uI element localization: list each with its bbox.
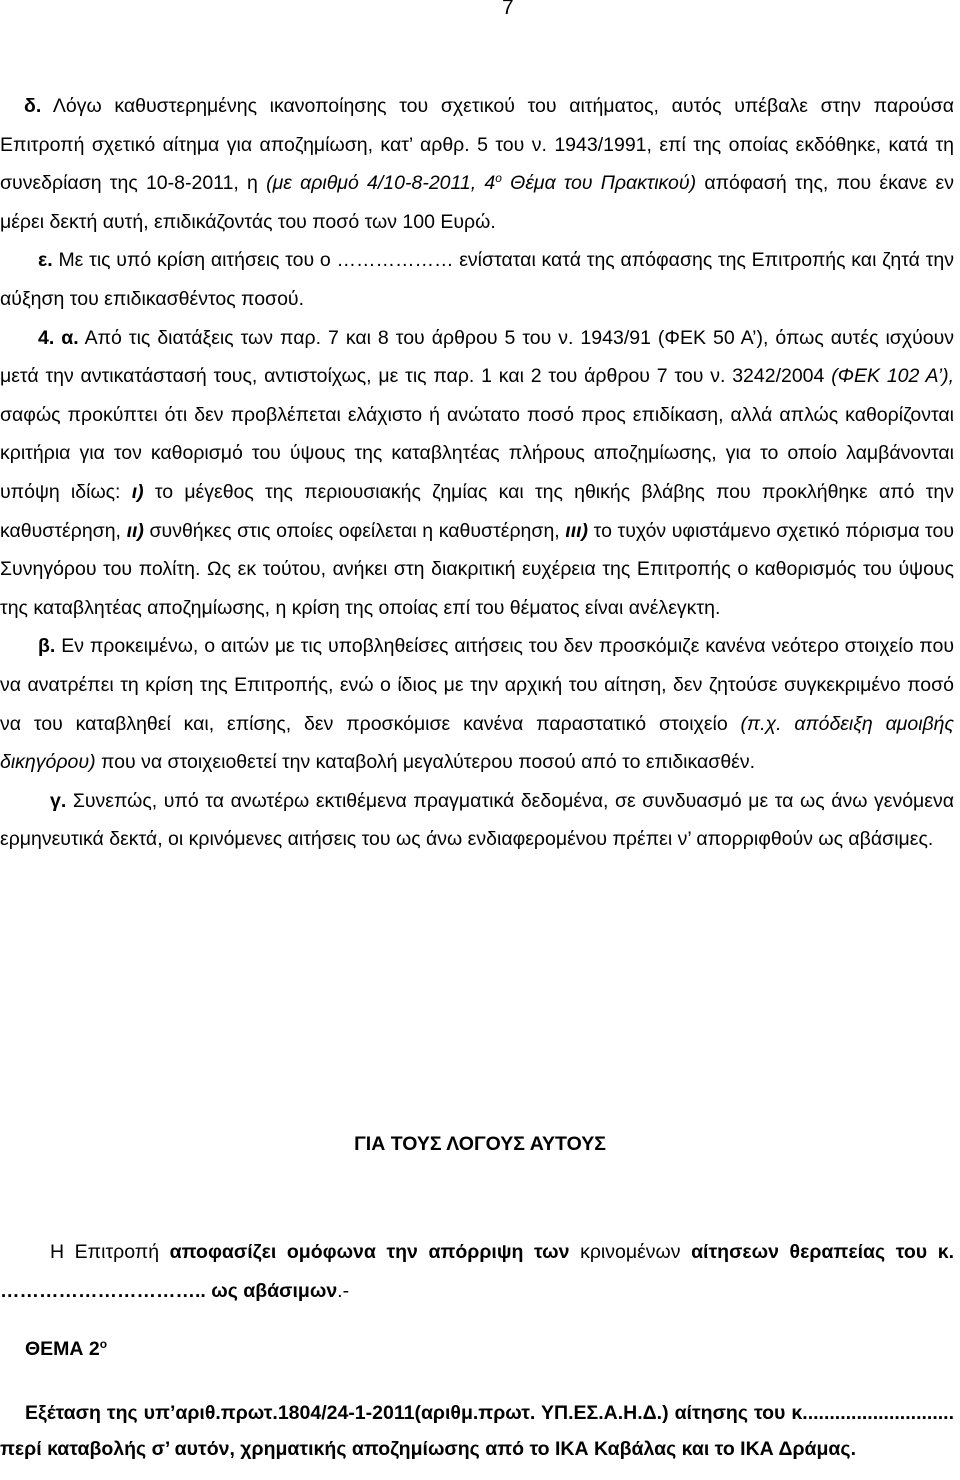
paragraph-text: το τυχόν υφιστάμενο σχετικό πόρισμα του Συνηγόρου του πολίτη. Ως εκ τούτου, ανήκει στη διακριτική ευχέρεια της Επιτροπής ο καθορισμός του ύψους της καταβλητέας αποζημίωσης, η κρίση της οποίας επί του θέματος είναι ανέλεγκτη. <box>0 519 954 619</box>
paragraph-text-end: απόφασή της, που έκανε εν μέρει δεκτή αυτή, επιδικάζοντάς του ποσό των 100 Ευρώ. <box>0 172 954 233</box>
superscript-o: ο <box>495 171 502 186</box>
paragraph-text-end: που να στοιχειοθετεί την καταβολή μεγαλύτερου ποσού από το επιδικασθέν. <box>95 751 756 774</box>
topic-heading <box>25 1336 107 1362</box>
decision-text: Η Επιτροπή <box>50 1240 170 1263</box>
paragraph-text: Από τις διατάξεις των παρ. 7 και 8 του άρθρου 5 του ν. 1943/91 (ΦΕΚ 50 Α’), όπως αυτές ισχύουν μετά την αντικατάστασή τους, αντιστοίχως, με τις παρ. 1 και 2 του άρθρου 7 του ν. 3242/2004 <box>0 326 954 388</box>
paragraph-label: 4. α. <box>38 326 79 349</box>
decision-text-end: .- <box>337 1279 350 1302</box>
superscript-o: ο <box>99 1337 108 1351</box>
paragraph-text: Με τις υπό κρίση αιτήσεις του ο ……………… ενίσταται κατά της απόφασης της Επιτροπής και ζητά την αύξηση του επιδικασθέντος ποσού. <box>0 249 954 310</box>
paragraph-label: ε. <box>38 249 53 272</box>
paragraph-delta <box>0 87 954 241</box>
paragraph-label: β. <box>38 635 56 658</box>
paragraph-text: Συνεπώς, υπό τα ανωτέρω εκτιθέμενα πραγματικά δεδομένα, σε συνδυασμό με τα ως άνω γενόμενα ερμηνευτικά δεκτά, οι κρινόμενες αιτήσεις του ως άνω ενδιαφερομένου πρέπει ν’ απορριφθούν ως αβάσιμες. <box>0 789 954 851</box>
paragraph-4a <box>0 319 954 628</box>
paragraph-gamma <box>0 782 954 859</box>
document-body <box>0 87 954 859</box>
paragraph-text: συνθήκες στις οποίες οφείλεται η καθυστέρηση, <box>143 519 566 542</box>
page-number: 7 <box>502 0 514 19</box>
paragraph-text: Λόγω καθυστερημένης ικανοποίησης του σχετικού του αιτήματος, αυτός υπέβαλε στην παρούσα Επιτροπή σχετικό αίτημα για αποζημίωση, κατ’ αρθρ. 5 του ν. 1943/1991, επί της οποίας εκδόθηκε, κατά τη συνεδρίαση της 10-8-2011, η <box>0 95 954 195</box>
paragraph-label: δ. <box>24 95 42 117</box>
paragraph-label: γ. <box>50 789 67 812</box>
paragraph-text: σαφώς προκύπτει ότι δεν προβλέπεται ελάχιστο ή ανώτατο ποσό προς επιδίκαση, αλλά απλώς καθορίζονται κριτήρια για τον καθορισμό του ύψους της καταβλητέας πλήρους αποζημίωσης, για το οποίο λαμβάνονται υπόψη ιδίως: <box>0 403 954 503</box>
decision-paragraph <box>0 1233 954 1311</box>
italic-reference: (π.χ. απόδειξη αμοιβής δικηγόρου) <box>0 712 954 774</box>
decision-bold: αποφασίζει ομόφωνα την απόρριψη των <box>169 1240 570 1263</box>
criterion-marker-1: ι) <box>131 480 144 503</box>
decision-bold: αίτησεων θεραπείας του κ. ………………………….. ως αβάσιμων <box>0 1240 954 1302</box>
italic-reference: (με αριθμό 4/10-8-2011, 4 <box>266 172 496 195</box>
section-heading-reasons: ΓΙΑ ΤΟΥΣ ΛΟΓΟΥΣ ΑΥΤΟΥΣ <box>354 1133 606 1155</box>
topic-label: ΘΕΜΑ 2 <box>25 1338 100 1360</box>
paragraph-text: το μέγεθος της περιουσιακής ζημίας και της ηθικής βλάβης που προκλήθηκε από την καθυστέρηση, <box>0 480 955 542</box>
criterion-marker-2: ιι) <box>126 519 144 542</box>
paragraph-epsilon <box>0 241 954 318</box>
italic-reference: (ΦΕΚ 102 Α’), <box>831 365 954 388</box>
paragraph-text: Εν προκειμένω, ο αιτών με τις υποβληθείσες αιτήσεις του δεν προσκόμιζε κανένα νεότερο στοιχείο που να ανατρέπει τη κρίση της Επιτροπής, ενώ ο ίδιος με την αρχική του αίτηση, δεν ζητούσε συγκεκριμένο ποσό να του καταβληθεί και, επίσης, δεν προσκόμισε κανένα παραστατικό στοιχείο <box>0 635 954 735</box>
italic-reference-cont: Θέμα του Πρακτικού) <box>501 172 697 195</box>
paragraph-beta <box>0 627 954 781</box>
topic-description: Εξέταση της υπ’αριθ.πρωτ.1804/24-1-2011(αριθμ.πρωτ. ΥΠ.ΕΣ.Α.Η.Δ.) αίτησης του κ............................ περί καταβολής σ’ αυτόν, χρηματικής αποζημίωσης από το ΙΚΑ Καβάλας και το ΙΚΑ Δράμας. <box>0 1401 954 1460</box>
decision-text: κρινομένων <box>569 1240 692 1263</box>
criterion-marker-3: ιιι) <box>565 519 589 542</box>
